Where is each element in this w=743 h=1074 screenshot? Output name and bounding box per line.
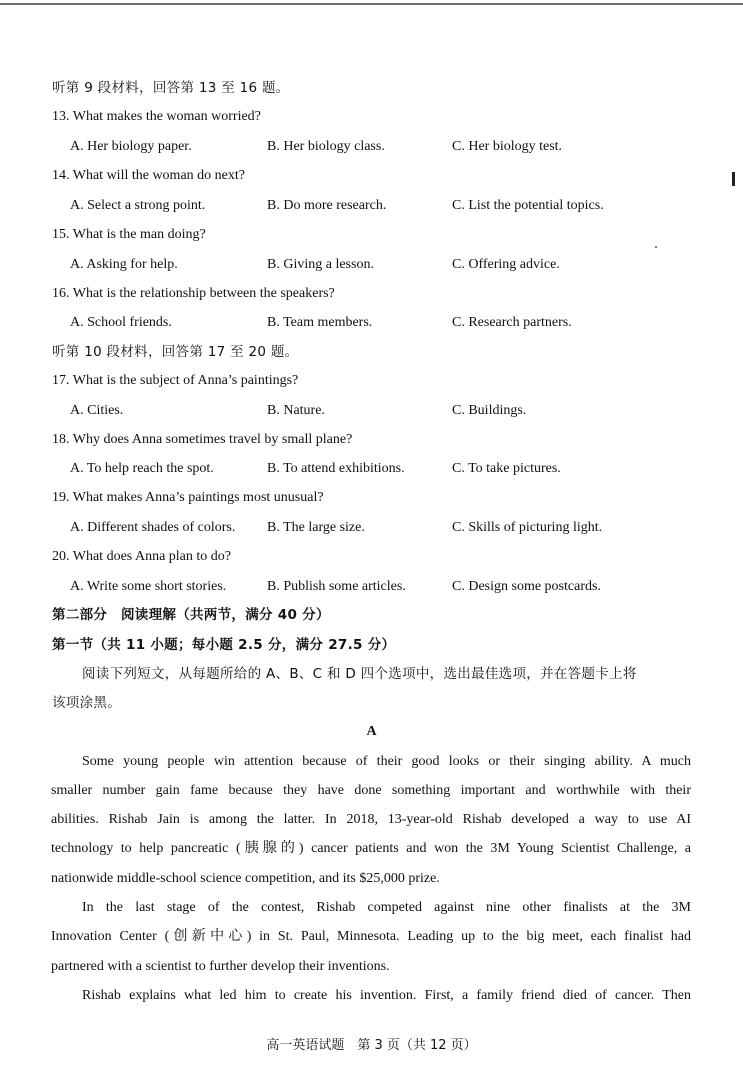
- q18-option-a: A. To help reach the spot.: [70, 461, 214, 476]
- question-13: 13. What makes the woman worried?: [52, 109, 261, 124]
- q20-option-a: A. Write some short stories.: [70, 579, 227, 594]
- q15-option-c: C. Offering advice.: [452, 257, 560, 272]
- section-1-title: 第一节（共 11 小题；每小题 2.5 分，满分 27.5 分）: [52, 637, 396, 653]
- passage-label: A: [366, 724, 377, 739]
- q18-option-c: C. To take pictures.: [452, 461, 561, 476]
- question-14: 14. What will the woman do next?: [52, 168, 245, 183]
- q16-option-a: A. School friends.: [70, 315, 172, 330]
- passage-p1-line-3: abilities. Rishab Jain is among the latter. In 2018, 13-year-old Rishab developed a way to use AI: [51, 812, 691, 827]
- q20-option-c: C. Design some postcards.: [452, 579, 601, 594]
- instruction-line-1: 阅读下列短文，从每题所给的 A、B、C 和 D 四个选项中，选出最佳选项，并在答题卡上将: [82, 666, 637, 682]
- instruction-line-2: 该项涂黑。: [52, 695, 121, 711]
- q17-option-b: B. Nature.: [267, 403, 325, 418]
- question-17: 17. What is the subject of Anna’s paintings?: [52, 373, 299, 388]
- section-10-intro: 听第 10 段材料，回答第 17 至 20 题。: [52, 344, 299, 360]
- margin-mark: [732, 172, 735, 186]
- passage-p2-line-1: In the last stage of the contest, Rishab competed against nine other finalists at the 3M: [82, 900, 691, 915]
- q15-option-a: A. Asking for help.: [70, 257, 178, 272]
- q17-option-a: A. Cities.: [70, 403, 124, 418]
- question-19: 19. What makes Anna’s paintings most unusual?: [52, 490, 324, 505]
- question-18: 18. Why does Anna sometimes travel by small plane?: [52, 432, 353, 447]
- passage-p1-line-1: Some young people win attention because of their good looks or their singing ability. A much: [82, 754, 691, 769]
- q16-option-b: B. Team members.: [267, 315, 373, 330]
- q19-option-c: C. Skills of picturing light.: [452, 520, 603, 535]
- q16-option-c: C. Research partners.: [452, 315, 572, 330]
- q17-option-c: C. Buildings.: [452, 403, 527, 418]
- passage-p3-line-1: Rishab explains what led him to create his invention. First, a family friend died of cancer. Then: [82, 988, 691, 1003]
- question-20: 20. What does Anna plan to do?: [52, 549, 231, 564]
- q13-option-c: C. Her biology test.: [452, 139, 563, 154]
- q13-option-b: B. Her biology class.: [267, 139, 385, 154]
- q19-option-a: A. Different shades of colors.: [70, 520, 236, 535]
- passage-p1-line-4: technology to help pancreatic (胰腺的) cancer patients and won the 3M Young Scientist Challenge, a: [51, 841, 691, 856]
- passage-p1-line-2: smaller number gain fame because they have done something important and worthwhile with their: [51, 783, 691, 798]
- q19-option-b: B. The large size.: [267, 520, 365, 535]
- q18-option-b: B. To attend exhibitions.: [267, 461, 405, 476]
- question-16: 16. What is the relationship between the speakers?: [52, 286, 335, 301]
- passage-p1-line-5: nationwide middle-school science competition, and its $25,000 prize.: [51, 871, 440, 886]
- q14-option-a: A. Select a strong point.: [70, 198, 206, 213]
- page-footer: 高一英语试题 第 3 页（共 12 页）: [266, 1038, 477, 1053]
- section-9-intro: 听第 9 段材料，回答第 13 至 16 题。: [52, 80, 290, 96]
- top-rule: [0, 3, 743, 5]
- part-2-title: 第二部分 阅读理解（共两节，满分 40 分）: [52, 607, 330, 623]
- question-15: 15. What is the man doing?: [52, 227, 206, 242]
- q14-option-b: B. Do more research.: [267, 198, 387, 213]
- passage-p2-line-3: partnered with a scientist to further develop their inventions.: [51, 959, 390, 974]
- q15-option-b: B. Giving a lesson.: [267, 257, 374, 272]
- scan-speck: [655, 246, 657, 248]
- q14-option-c: C. List the potential topics.: [452, 198, 604, 213]
- q13-option-a: A. Her biology paper.: [70, 139, 192, 154]
- q20-option-b: B. Publish some articles.: [267, 579, 406, 594]
- passage-p2-line-2: Innovation Center (创新中心) in St. Paul, Minnesota. Leading up to the big meet, each finalist had: [51, 929, 691, 944]
